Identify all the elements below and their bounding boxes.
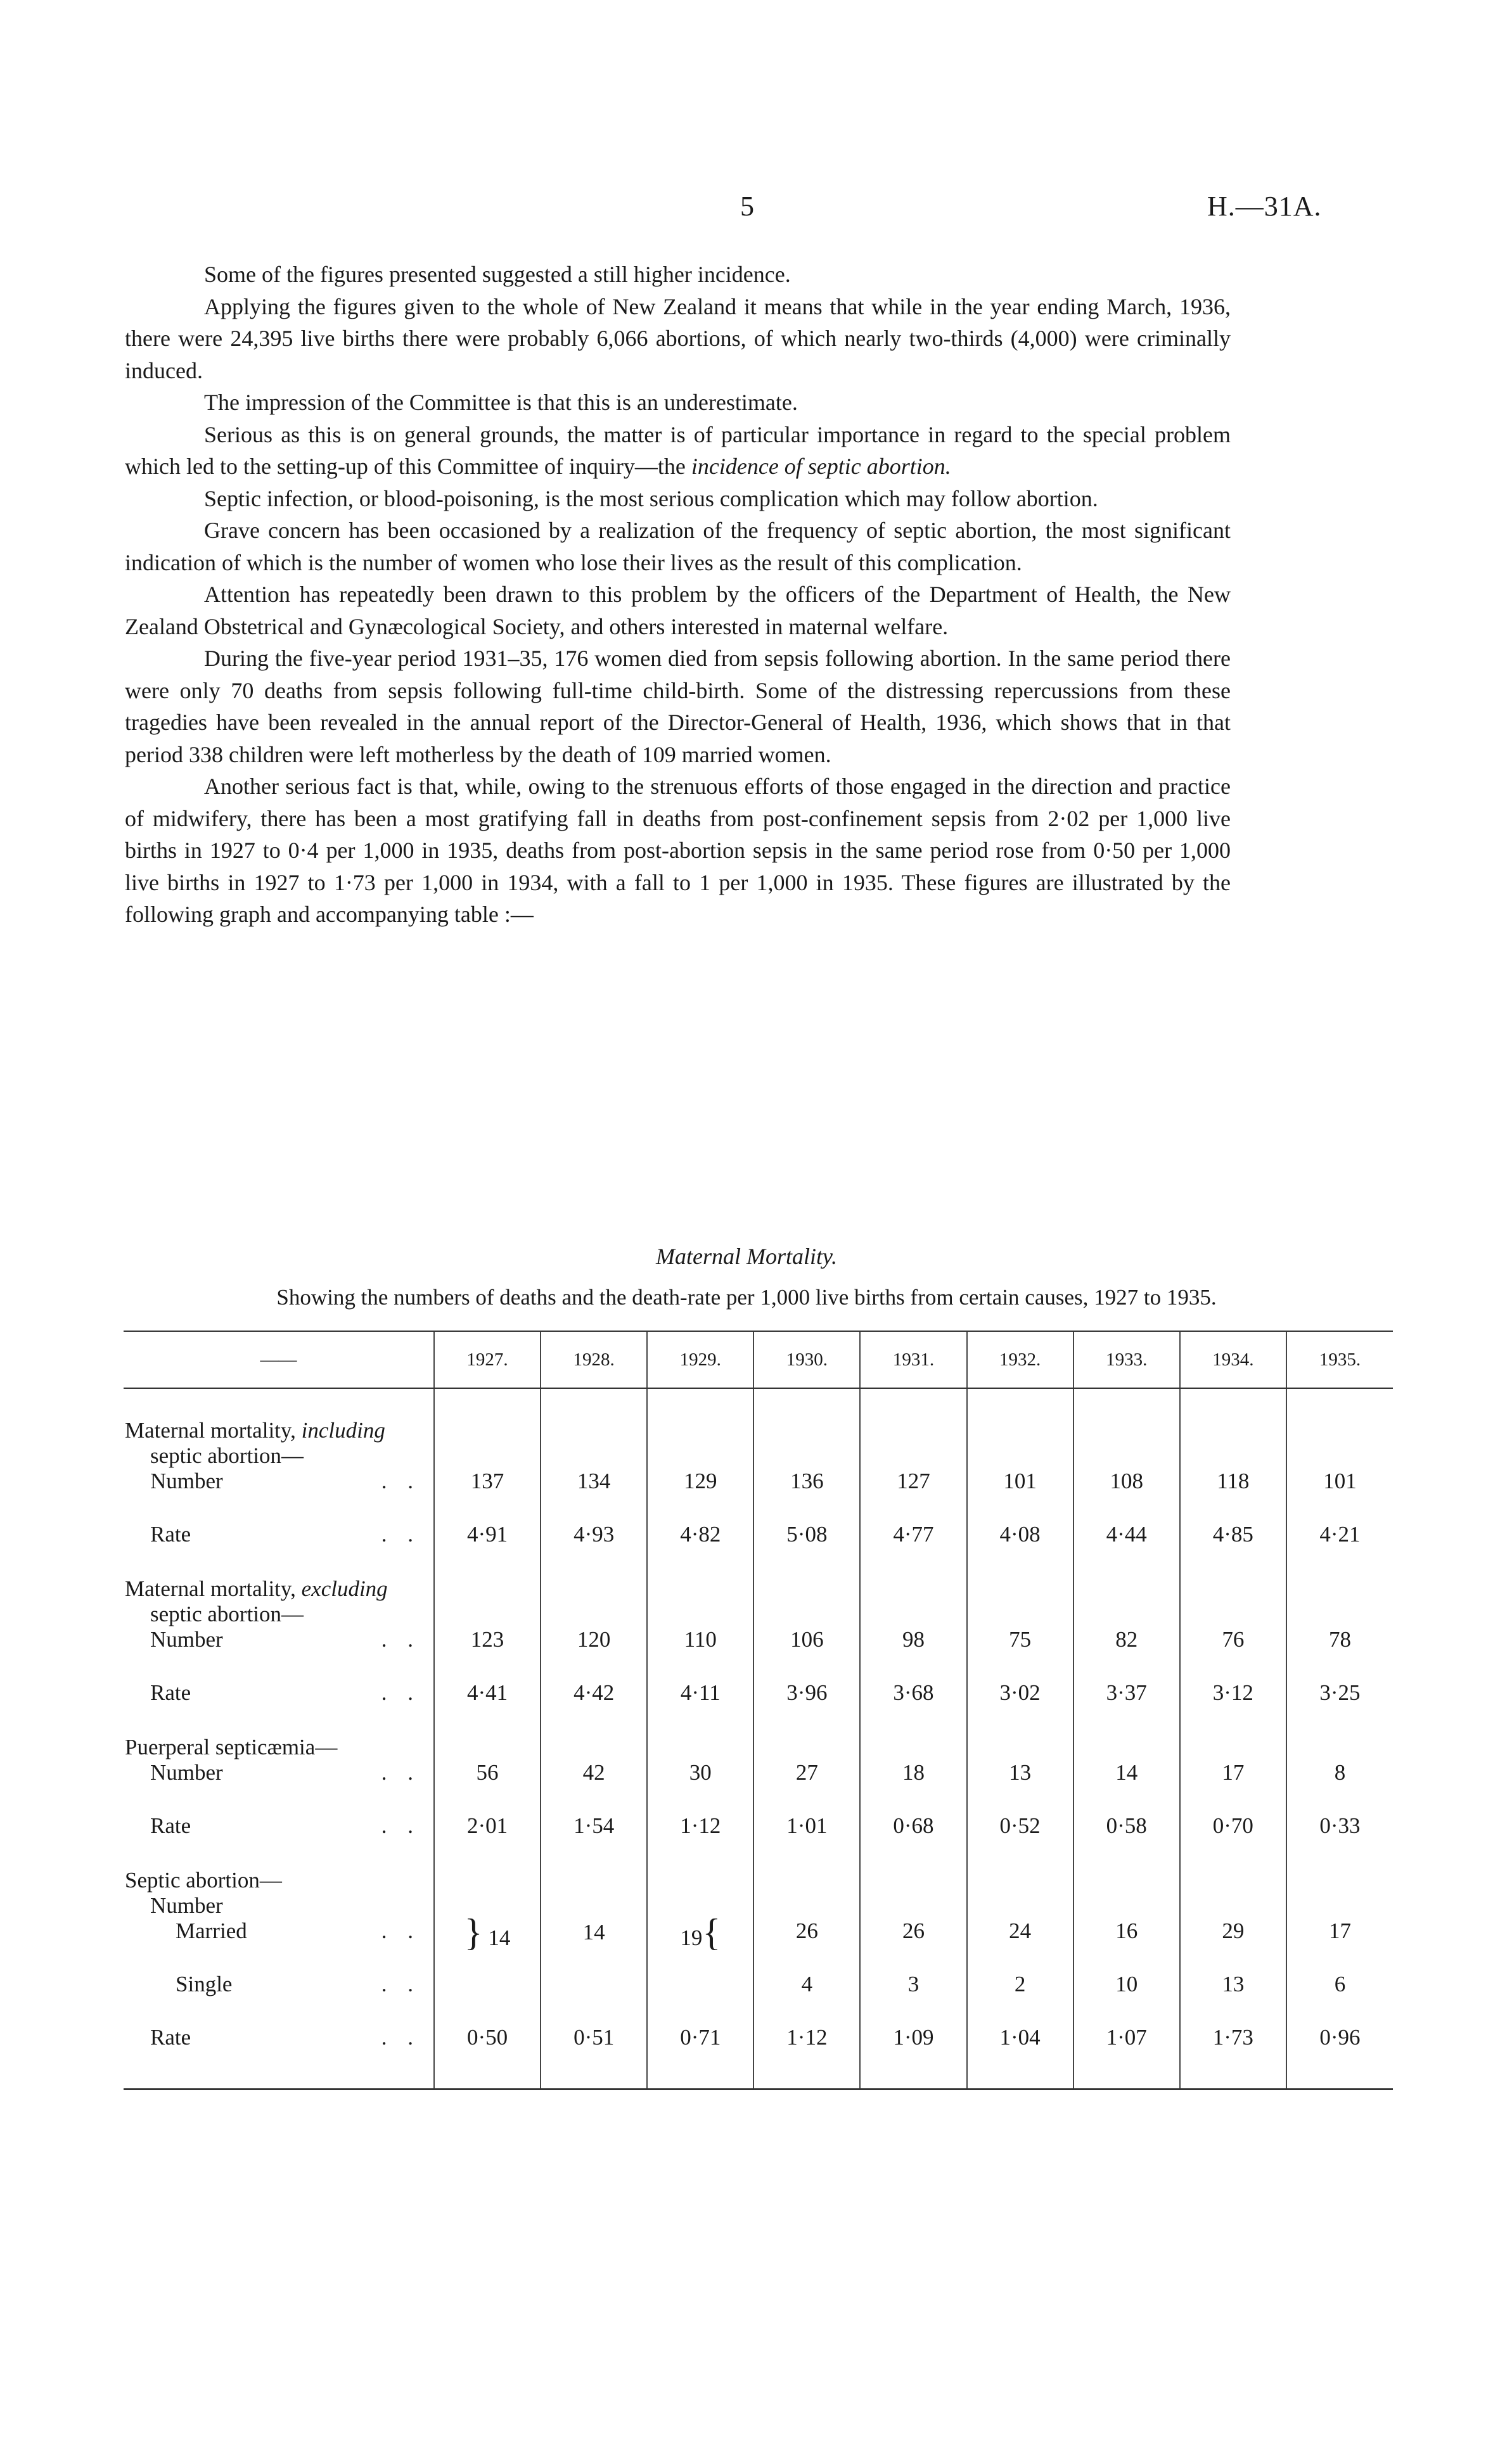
row-label-incl (124, 1418, 434, 1494)
label-text: septic abortion— (150, 1602, 304, 1626)
row-label-septic-single (124, 1944, 434, 1997)
year-header: 1932. (967, 1331, 1073, 1388)
cell: 0·58 (1073, 1785, 1180, 1839)
cell: 4·77 (860, 1494, 966, 1547)
label-text: Number (150, 1469, 223, 1493)
cell: 4·85 (1180, 1494, 1286, 1547)
cell-value: 14 (488, 1925, 511, 1950)
label-text: Married (176, 1918, 247, 1943)
cell: 8 (1286, 1735, 1393, 1785)
year-header: 1931. (860, 1331, 966, 1388)
row-label-excl (124, 1576, 434, 1652)
cell: 4·82 (647, 1494, 753, 1547)
body-text (125, 259, 1231, 931)
paragraph: During the five-year period 1931–35, 176 women died from sepsis following abortion. In the same period there were only 70 deaths from sepsis following full-time child-birth. Some of the distressing repercussions from these tragedies have been revealed in the annual report of the Director-General of Health, 1936, which shows that in that period 338 children were left motherless by the death of 109 married women. (125, 646, 1231, 767)
emphasis-text: incidence of septic abortion. (691, 454, 951, 479)
table-row (124, 1652, 1393, 1706)
cell: 1·07 (1073, 1997, 1180, 2050)
cell: 0·68 (860, 1785, 966, 1839)
table-row (124, 1576, 1393, 1652)
cell: 137 (434, 1418, 541, 1494)
cell: 6 (1286, 1944, 1393, 1997)
cell: 3·02 (967, 1652, 1073, 1706)
cell: 3·37 (1073, 1652, 1180, 1706)
cell: 98 (860, 1576, 966, 1652)
cell: 136 (753, 1418, 860, 1494)
year-header: 1934. (1180, 1331, 1286, 1388)
cell-combined (434, 1868, 541, 1997)
leader-dots: . . (381, 1813, 421, 1838)
cell: 1·12 (753, 1997, 860, 2050)
label-text: Maternal mortality, (125, 1418, 302, 1443)
leader-dots: . . (381, 1627, 421, 1652)
cell: 13 (1180, 1944, 1286, 1997)
cell: 10 (1073, 1944, 1180, 1997)
cell: 101 (1286, 1418, 1393, 1494)
cell: 4·44 (1073, 1494, 1180, 1547)
mortality-table (124, 1331, 1393, 2090)
year-header: 1933. (1073, 1331, 1180, 1388)
cell: 0·96 (1286, 1997, 1393, 2050)
label-text: Septic abortion— (125, 1868, 282, 1893)
cell: 101 (967, 1418, 1073, 1494)
cell: 3 (860, 1944, 966, 1997)
cell: 118 (1180, 1418, 1286, 1494)
page-number: 5 (740, 191, 754, 222)
leader-dots: . . (381, 1680, 421, 1705)
paragraph: Another serious fact is that, while, owing to the strenuous efforts of those engaged in the direction and practice of midwifery, there has been a most gratifying fall in deaths from post-confinement sepsis from 2·02 per 1,000 live births in 1927 to 0·4 per 1,000 in 1935, deaths from post-abortion sepsis in the same period rose from 0·50 per 1,000 live births in 1927 to 1·73 per 1,000 in 1934, with a fall to 1 per 1,000 in 1935. These figures are illustrated by the following graph and accompanying table :— (125, 774, 1231, 927)
cell: 14 (1073, 1735, 1180, 1785)
cell-value: 19 (680, 1925, 703, 1950)
leader-dots: . . (381, 2025, 421, 2050)
cell: 2·01 (434, 1785, 541, 1839)
paragraph: Septic infection, or blood-poisoning, is the most serious complication which may follow abortion. (204, 485, 1098, 511)
mortality-table-container (124, 1331, 1393, 2090)
table-row (124, 1997, 1393, 2050)
year-header: 1927. (434, 1331, 541, 1388)
cell: 3·25 (1286, 1652, 1393, 1706)
cell: 76 (1180, 1576, 1286, 1652)
cell: 42 (541, 1735, 647, 1785)
leader-dots: . . (381, 1918, 421, 1943)
paragraph: Attention has repeatedly been drawn to this problem by the officers of the Department of Health, the New Zealand Obstetrical and Gynæcological Society, and others interested in maternal welfare. (125, 582, 1231, 639)
cell: 3·68 (860, 1652, 966, 1706)
cell: 0·33 (1286, 1785, 1393, 1839)
label-text: Puerperal septicæmia— (125, 1735, 338, 1759)
cell: 129 (647, 1418, 753, 1494)
row-label-septic-married (124, 1868, 434, 1944)
cell: 3·12 (1180, 1652, 1286, 1706)
label-text: Single (176, 1972, 233, 1996)
cell: 17 (1180, 1735, 1286, 1785)
cell: 134 (541, 1418, 647, 1494)
cell: 0·52 (967, 1785, 1073, 1839)
row-label-puerperal (124, 1735, 434, 1785)
paragraph: Grave concern has been occasioned by a realization of the frequency of septic abortion, the most significant indication of which is the number of women who lose their lives as the result of this complication. (125, 518, 1231, 575)
brace-icon: { (702, 1911, 721, 1953)
cell: 120 (541, 1576, 647, 1652)
table-title: Maternal Mortality. (656, 1244, 837, 1269)
row-label-rate (124, 1652, 434, 1706)
cell: 0·50 (434, 1997, 541, 2050)
table-row (124, 1868, 1393, 1944)
leader-dots: . . (381, 1972, 421, 1996)
cell: 123 (434, 1576, 541, 1652)
cell: 1·73 (1180, 1997, 1286, 2050)
cell: 106 (753, 1576, 860, 1652)
cell: 1·54 (541, 1785, 647, 1839)
year-header: 1929. (647, 1331, 753, 1388)
leader-dots: . . (381, 1522, 421, 1547)
cell: 13 (967, 1735, 1073, 1785)
year-header: 1930. (753, 1331, 860, 1388)
document-reference: H.—31A. (1207, 191, 1322, 222)
cell: 4·08 (967, 1494, 1073, 1547)
cell: 27 (753, 1735, 860, 1785)
year-header: 1928. (541, 1331, 647, 1388)
cell: 78 (1286, 1576, 1393, 1652)
paragraph-text: Serious as this is on general grounds, the matter is of particular importance in regard to the special problem which led to the setting-up of this Committee of inquiry—the (125, 421, 1231, 479)
label-text: Number (150, 1893, 223, 1918)
paragraph: Applying the figures given to the whole of New Zealand it means that while in the year ending March, 1936, there were 24,395 live births there were probably 6,066 abortions, of which nearly two-thirds (4,000) were criminally induced. (125, 293, 1231, 383)
paragraph-inquiry (125, 419, 1231, 483)
leader-dots: . . (381, 1469, 421, 1493)
cell: 5·08 (753, 1494, 860, 1547)
row-label-rate (124, 1785, 434, 1839)
cell: 4·42 (541, 1652, 647, 1706)
cell: 1·09 (860, 1997, 966, 2050)
label-text: septic abortion— (150, 1443, 304, 1468)
cell: 56 (434, 1735, 541, 1785)
table-row (124, 1494, 1393, 1547)
cell: 0·70 (1180, 1785, 1286, 1839)
row-label-rate (124, 1997, 434, 2050)
year-header: 1935. (1286, 1331, 1393, 1388)
table-row (124, 1735, 1393, 1785)
label-text: Rate (150, 1522, 191, 1547)
label-text: Rate (150, 2025, 191, 2050)
table-header-row (124, 1331, 1393, 1388)
cell: 1·01 (753, 1785, 860, 1839)
cell-combined: 14 (541, 1868, 647, 1997)
cell: 4·21 (1286, 1494, 1393, 1547)
corner-cell: —— (124, 1331, 434, 1388)
cell: 1·12 (647, 1785, 753, 1839)
cell: 17 (1286, 1868, 1393, 1944)
paragraph: Some of the figures presented suggested a still higher incidence. (204, 262, 791, 287)
cell: 3·96 (753, 1652, 860, 1706)
cell: 127 (860, 1418, 966, 1494)
label-text: Rate (150, 1680, 191, 1705)
cell: 16 (1073, 1868, 1180, 1944)
table-subtitle: Showing the numbers of deaths and the death-rate per 1,000 live births from certain causes, 1927 to 1935. (276, 1285, 1217, 1310)
cell: 18 (860, 1735, 966, 1785)
cell: 0·51 (541, 1997, 647, 2050)
label-emphasis: including (301, 1418, 385, 1443)
cell: 26 (860, 1868, 966, 1944)
cell: 1·04 (967, 1997, 1073, 2050)
cell: 29 (1180, 1868, 1286, 1944)
label-emphasis: excluding (301, 1576, 388, 1601)
cell: 4·41 (434, 1652, 541, 1706)
leader-dots: . . (381, 1760, 421, 1785)
label-text: Number (150, 1627, 223, 1652)
cell: 24 (967, 1868, 1073, 1944)
row-label-rate (124, 1494, 434, 1547)
cell-combined (647, 1868, 753, 1997)
table-row (124, 1785, 1393, 1839)
cell: 110 (647, 1576, 753, 1652)
cell: 82 (1073, 1576, 1180, 1652)
cell: 4·11 (647, 1652, 753, 1706)
cell: 26 (753, 1868, 860, 1944)
label-text: Number (150, 1760, 223, 1785)
cell: 30 (647, 1735, 753, 1785)
brace-icon: } (464, 1911, 483, 1953)
label-text: Maternal mortality, (125, 1576, 302, 1601)
cell: 108 (1073, 1418, 1180, 1494)
cell: 4 (753, 1944, 860, 1997)
cell: 2 (967, 1944, 1073, 1997)
cell: 4·93 (541, 1494, 647, 1547)
table-row (124, 1944, 1393, 1997)
cell: 4·91 (434, 1494, 541, 1547)
cell: 0·71 (647, 1997, 753, 2050)
label-text: Rate (150, 1813, 191, 1838)
cell: 75 (967, 1576, 1073, 1652)
table-row (124, 1418, 1393, 1494)
paragraph: The impression of the Committee is that this is an underestimate. (204, 390, 798, 415)
